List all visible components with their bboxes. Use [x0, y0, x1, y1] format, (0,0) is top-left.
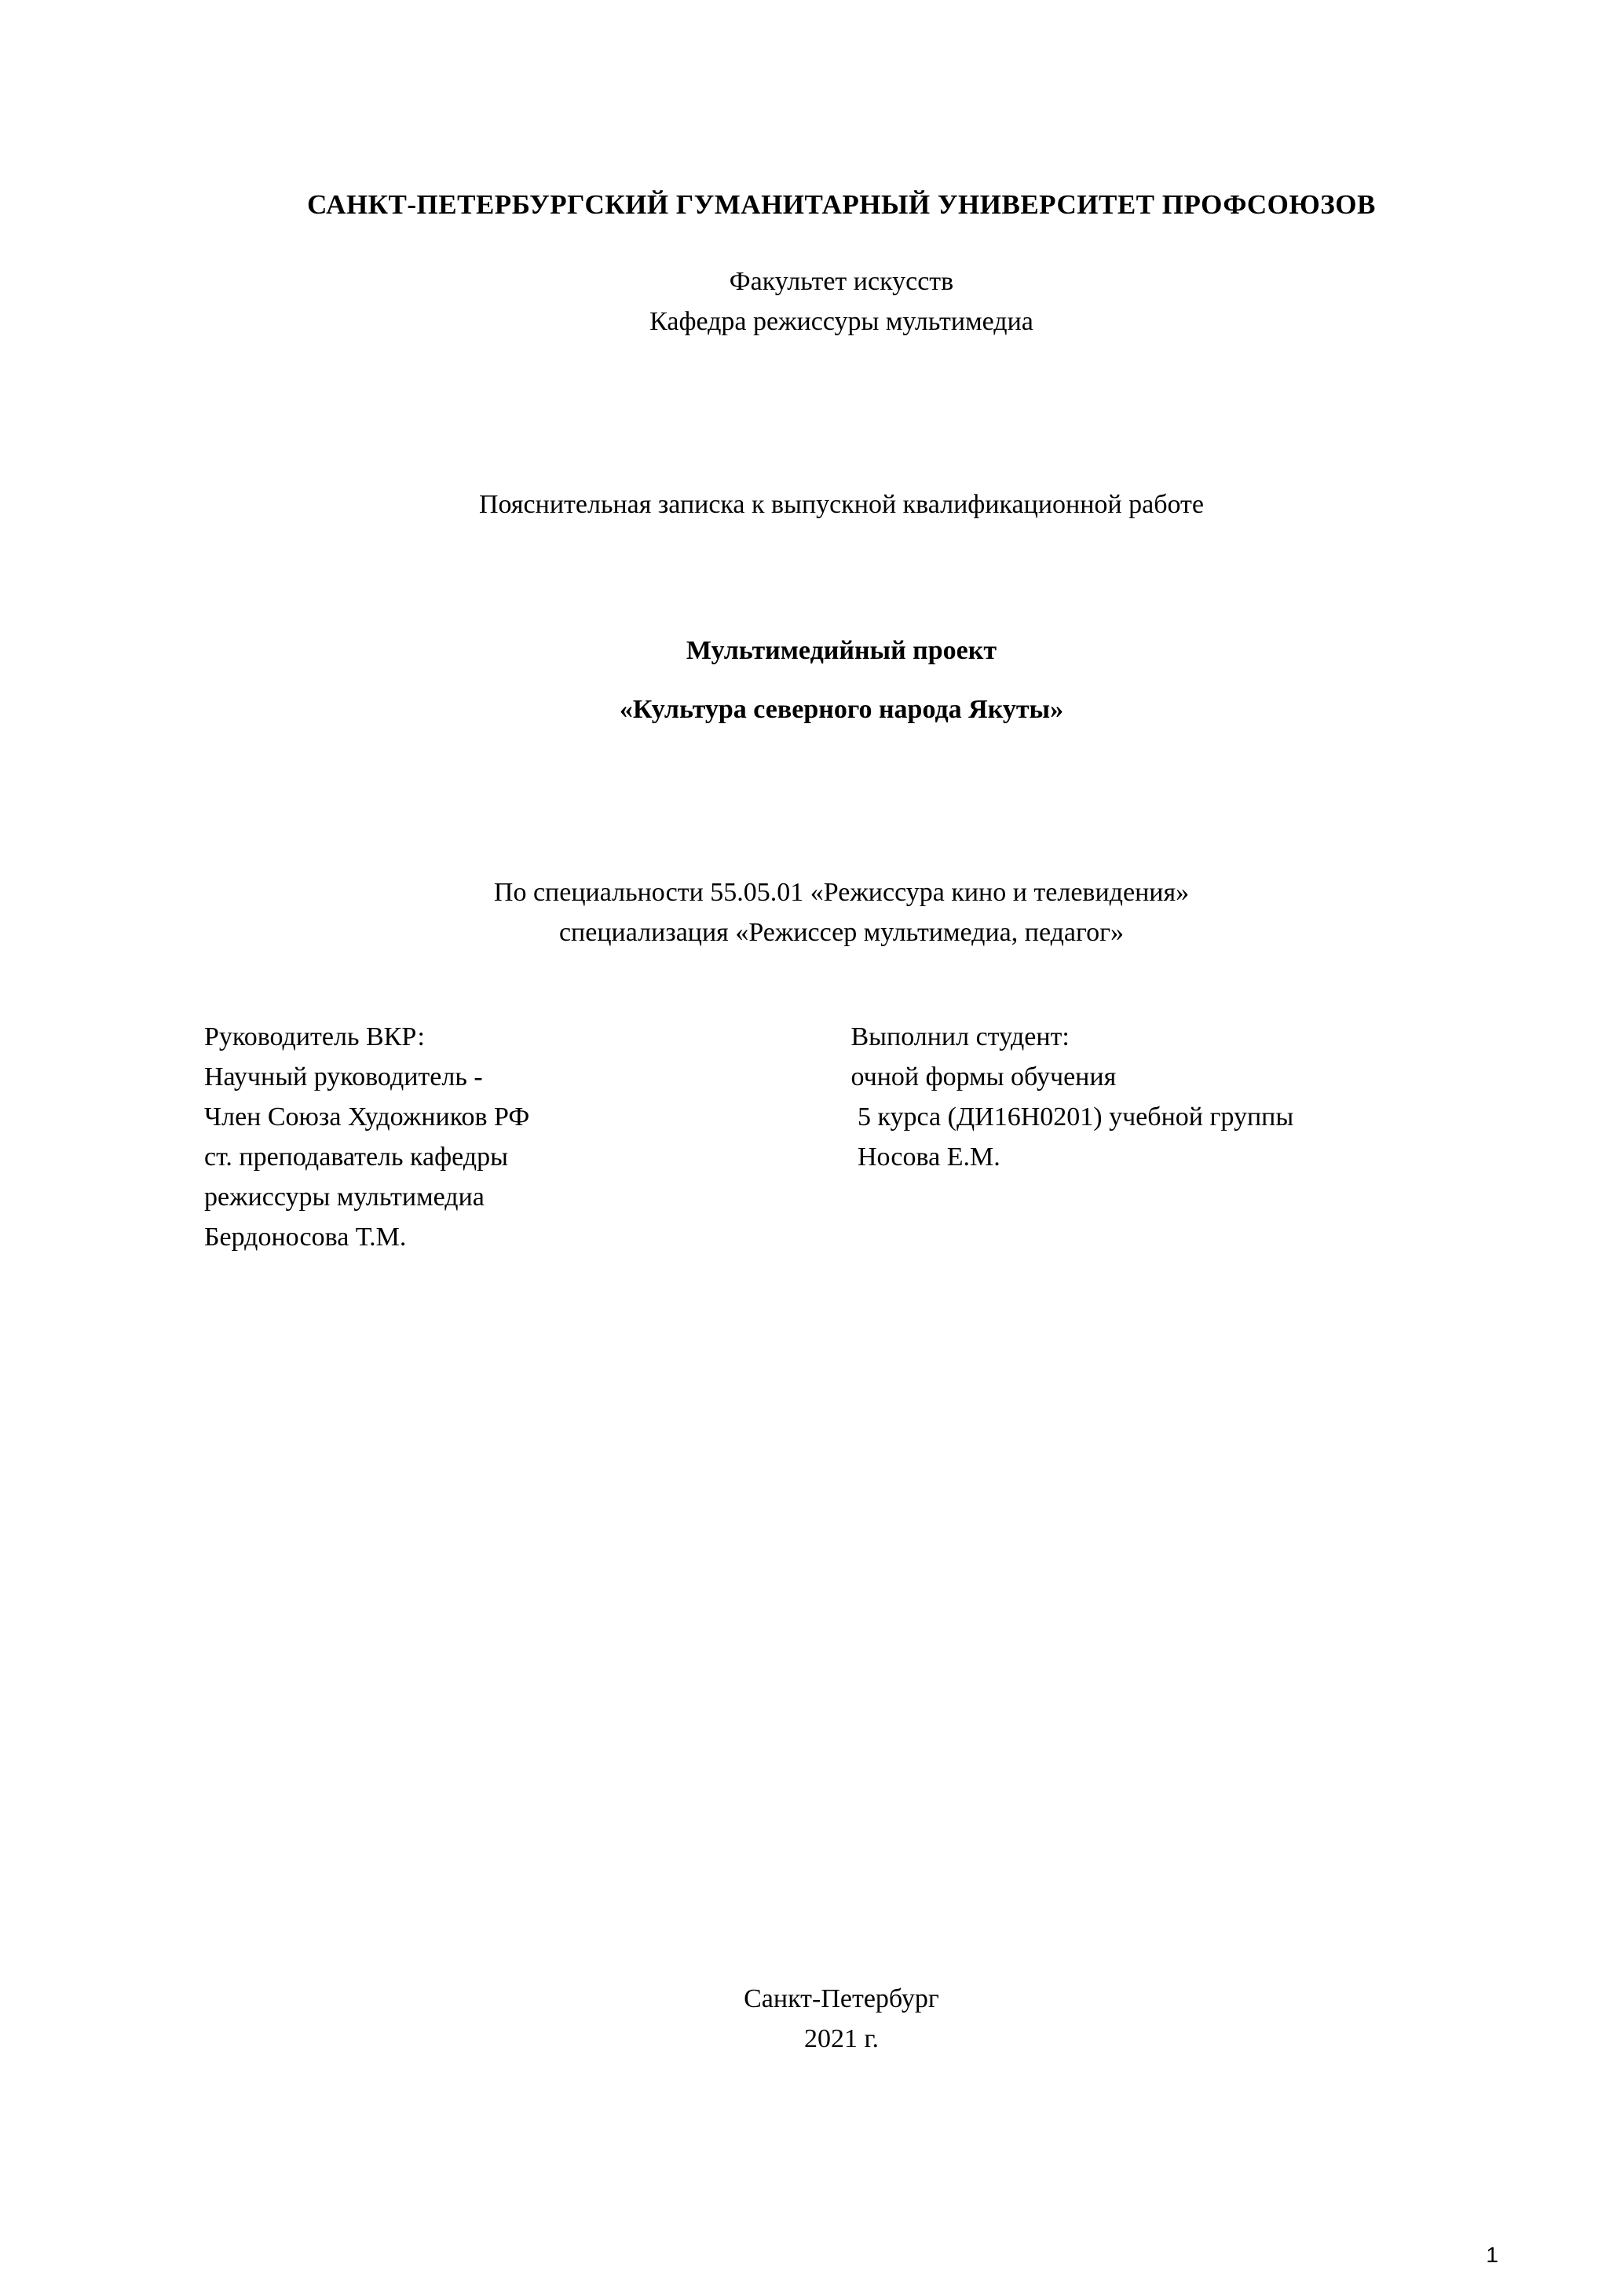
supervisor-block	[204, 1017, 842, 1257]
work-title-line-2: «Культура северного народа Якуты»	[619, 694, 1064, 724]
department-name: Кафедра режиссуры мультимедиа	[649, 306, 1033, 336]
faculty-name: Факультет искусств	[729, 266, 954, 296]
supervisor-name: Бердоносова Т.М.	[204, 1222, 407, 1252]
student-name: Носова Е.М.	[850, 1142, 1000, 1172]
supervisor-line: Научный руководитель -	[204, 1062, 483, 1091]
document-type: Пояснительная записка к выпускной квалификационной работе	[479, 489, 1204, 519]
supervisor-line: режиссуры мультимедиа	[204, 1182, 485, 1212]
city: Санкт-Петербург	[744, 1984, 939, 2013]
specialty-line-2: специализация «Режиссер мультимедиа, педагог»	[558, 917, 1125, 947]
footer-block	[204, 1979, 1479, 2059]
student-block	[842, 1017, 1480, 1257]
university-name: САНКТ-ПЕТЕРБУРГСКИЙ ГУМАНИТАРНЫЙ УНИВЕРСИТЕТ ПРОФСОЮЗОВ	[307, 189, 1376, 220]
supervisor-line: ст. преподаватель кафедры	[204, 1142, 508, 1172]
supervisor-line: Руководитель ВКР:	[204, 1022, 425, 1051]
year: 2021 г.	[803, 2024, 880, 2053]
specialty-line-1: По специальности 55.05.01 «Режиссура кино и телевидения»	[493, 877, 1190, 907]
student-line: Выполнил студент:	[850, 1022, 1070, 1051]
supervisor-line: Член Союза Художников РФ	[204, 1102, 530, 1132]
student-line: 5 курса (ДИ16Н0201) учебной группы	[850, 1102, 1294, 1132]
page-number: 1	[1486, 2243, 1498, 2267]
credits-block	[204, 1017, 1479, 1257]
work-title-line-1: Мультимедийный проект	[686, 635, 997, 665]
student-line: очной формы обучения	[850, 1062, 1117, 1091]
